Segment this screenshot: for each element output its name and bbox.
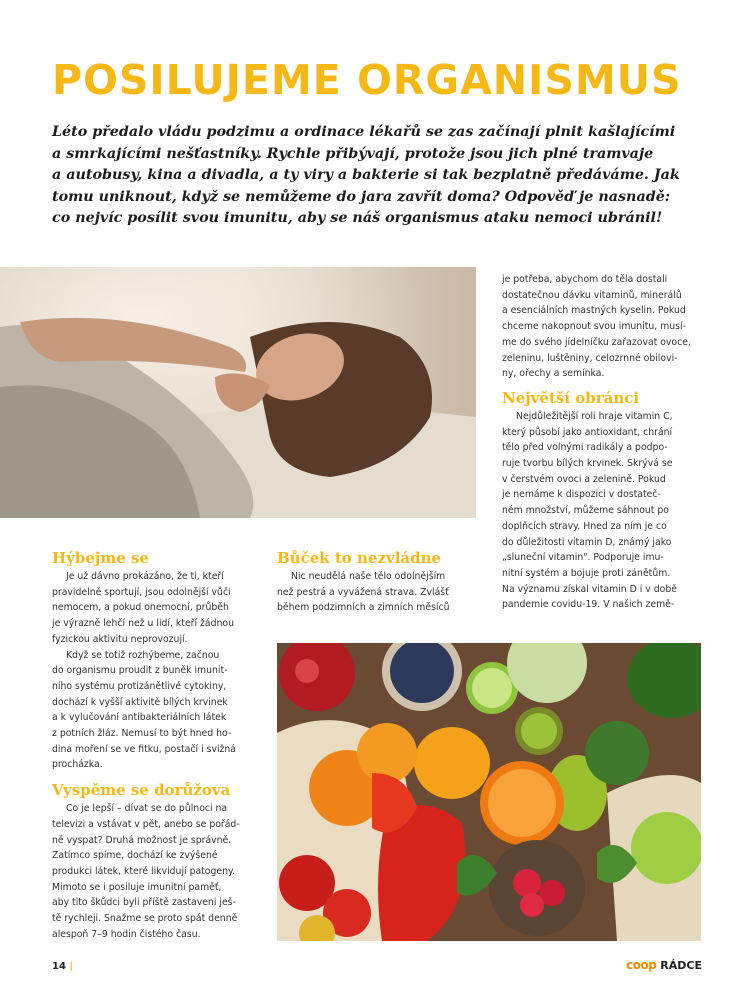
text-line: tě rychleji. Snažme se proto spát denně — [52, 913, 238, 925]
text-line: ném množství, můžeme sáhnout po — [502, 505, 669, 517]
article-lead — [52, 122, 692, 230]
text-line: produkci látek, které likvidují patogeny. — [52, 865, 236, 877]
text-line: a k vylučování antibakteriálních látek — [52, 712, 227, 724]
text-line: Na významu získal vitamin D i v době — [502, 583, 677, 595]
section-heading: Vyspěme se dorůžova — [52, 781, 231, 800]
text-line: pandemie covidu-19. V našich země- — [502, 599, 675, 611]
text-line: nitní systém a bojuje proti zánětům. — [502, 567, 671, 579]
text-line: dina moření se ve fitku, postačí i svižná — [52, 743, 236, 755]
lead-line: co nejvíc posílit svou imunitu, aby se náš organismus ataku nemoci ubránil! — [52, 210, 663, 226]
section-heading: Bůček to nezvládne — [277, 549, 442, 567]
text-line: televizi a vstávat v pět, anebo se pořád- — [52, 818, 240, 830]
text-line: Mimoto se i posiluje imunitní paměť, — [52, 881, 222, 893]
text-line: alespoň 7–9 hodin čistého času. — [52, 928, 201, 940]
text-line: je potřeba, abychom do těla dostali — [502, 274, 668, 285]
text-line: z potních žláz. Nemusí to být hned ho- — [52, 728, 232, 740]
text-line: během podzimních a zimních měsíců — [277, 602, 450, 614]
photo-sleeping-woman — [0, 267, 476, 518]
section-heading: Hýbejme se — [52, 549, 149, 567]
text-line: procházka. — [52, 759, 103, 771]
text-line: je nemáme k dispozici v dostateč- — [502, 489, 661, 501]
lead-line: Léto předalo vládu podzimu a ordinace lékařů se zas začínají plnit kašlajícími — [52, 124, 676, 140]
lead-line: a smrkajícími nešťastníky. Rychle přibývají, protože jsou jich plné tramvaje — [52, 145, 654, 162]
brand-name: RÁDCE — [660, 958, 702, 972]
text-line: Nejdůležitější roli hraje vitamin C, — [516, 410, 673, 422]
page-number — [52, 961, 73, 972]
text-line: doplňcích stravy. Hned za ním je co — [502, 520, 667, 532]
column-2 — [277, 547, 487, 616]
text-line: do organismu proudit z buněk imunit- — [52, 665, 228, 677]
text-line: Je už dávno prokázáno, že ti, kteří — [66, 571, 224, 582]
text-line: aby tito škůdci byli příště zastaveni ješ- — [52, 897, 236, 909]
text-line: zeleninu, luštěniny, celozrnné obilovi- — [502, 352, 678, 364]
section-heading: Největší obránci — [502, 388, 640, 407]
text-line: dochází k vyšší aktivitě bílých krvinek — [52, 696, 228, 708]
lead-line: a autobusy, kina a divadla, a ty viry a bakterie si tak bezplatně předáváme. Jak — [52, 167, 680, 183]
text-line: nemocem, a pokud onemocní, průběh — [52, 602, 229, 614]
lead-line: tomu uniknout, když se nemůžeme do jara zavřít doma? Odpověď je nasnadě: — [52, 188, 671, 205]
page-number-value: 14 — [52, 961, 66, 972]
text-line: který působí jako antioxidant, chrání — [502, 426, 673, 438]
text-line: Zatímco spíme, dochází ke zvýšené — [52, 850, 218, 862]
text-line: me do svého jídelníčku zařazovat ovoce, — [502, 336, 691, 348]
text-line: chceme nakopnout svou imunitu, musí- — [502, 321, 686, 333]
text-line: Nic neudělá naše tělo odolnějším — [291, 571, 446, 582]
text-line: „sluneční vitamin". Podporuje imu- — [502, 552, 664, 564]
brand-logo — [626, 958, 702, 972]
text-line: do důležitosti vitamin D, známý jako — [502, 536, 672, 548]
text-line: fyzickou aktivitu neprovozují. — [52, 633, 188, 645]
text-line: než pestrá a vyvážená strava. Zvlášť — [277, 586, 449, 598]
text-line: pravidelně sportují, jsou odolnější vůči — [52, 586, 231, 598]
article-title: POSILUJEME ORGANISMUS — [52, 56, 682, 104]
text-line: ny, ořechy a semínka. — [502, 368, 605, 380]
text-line: ně vyspat? Druhá možnost je správně. — [52, 834, 232, 846]
text-line: a esenciálních mastných kyselin. Pokud — [502, 305, 686, 317]
text-line: ního systému protizánětlivé cytokiny, — [52, 680, 227, 692]
page-separator: | — [69, 961, 74, 972]
text-line: Když se totiž rozhýbeme, začnou — [66, 649, 220, 661]
photo-fruits-vegetables — [277, 643, 701, 941]
text-line: Co je lepší – dívat se do půlnoci na — [66, 803, 228, 815]
text-line: ruje tvorbu bílých krvinek. Skrývá se — [502, 458, 673, 470]
text-line: je výrazně lehčí než u lidí, kteří žádnou — [52, 618, 234, 630]
column-1 — [52, 547, 262, 942]
brand-coop: coop — [626, 958, 657, 972]
text-line: dostatečnou dávku vitaminů, minerálů — [502, 289, 682, 301]
column-3 — [502, 272, 712, 613]
text-line: tělo před volnými radikály a podpo- — [502, 442, 668, 454]
text-line: v čerstvém ovoci a zelenině. Pokud — [502, 473, 666, 485]
